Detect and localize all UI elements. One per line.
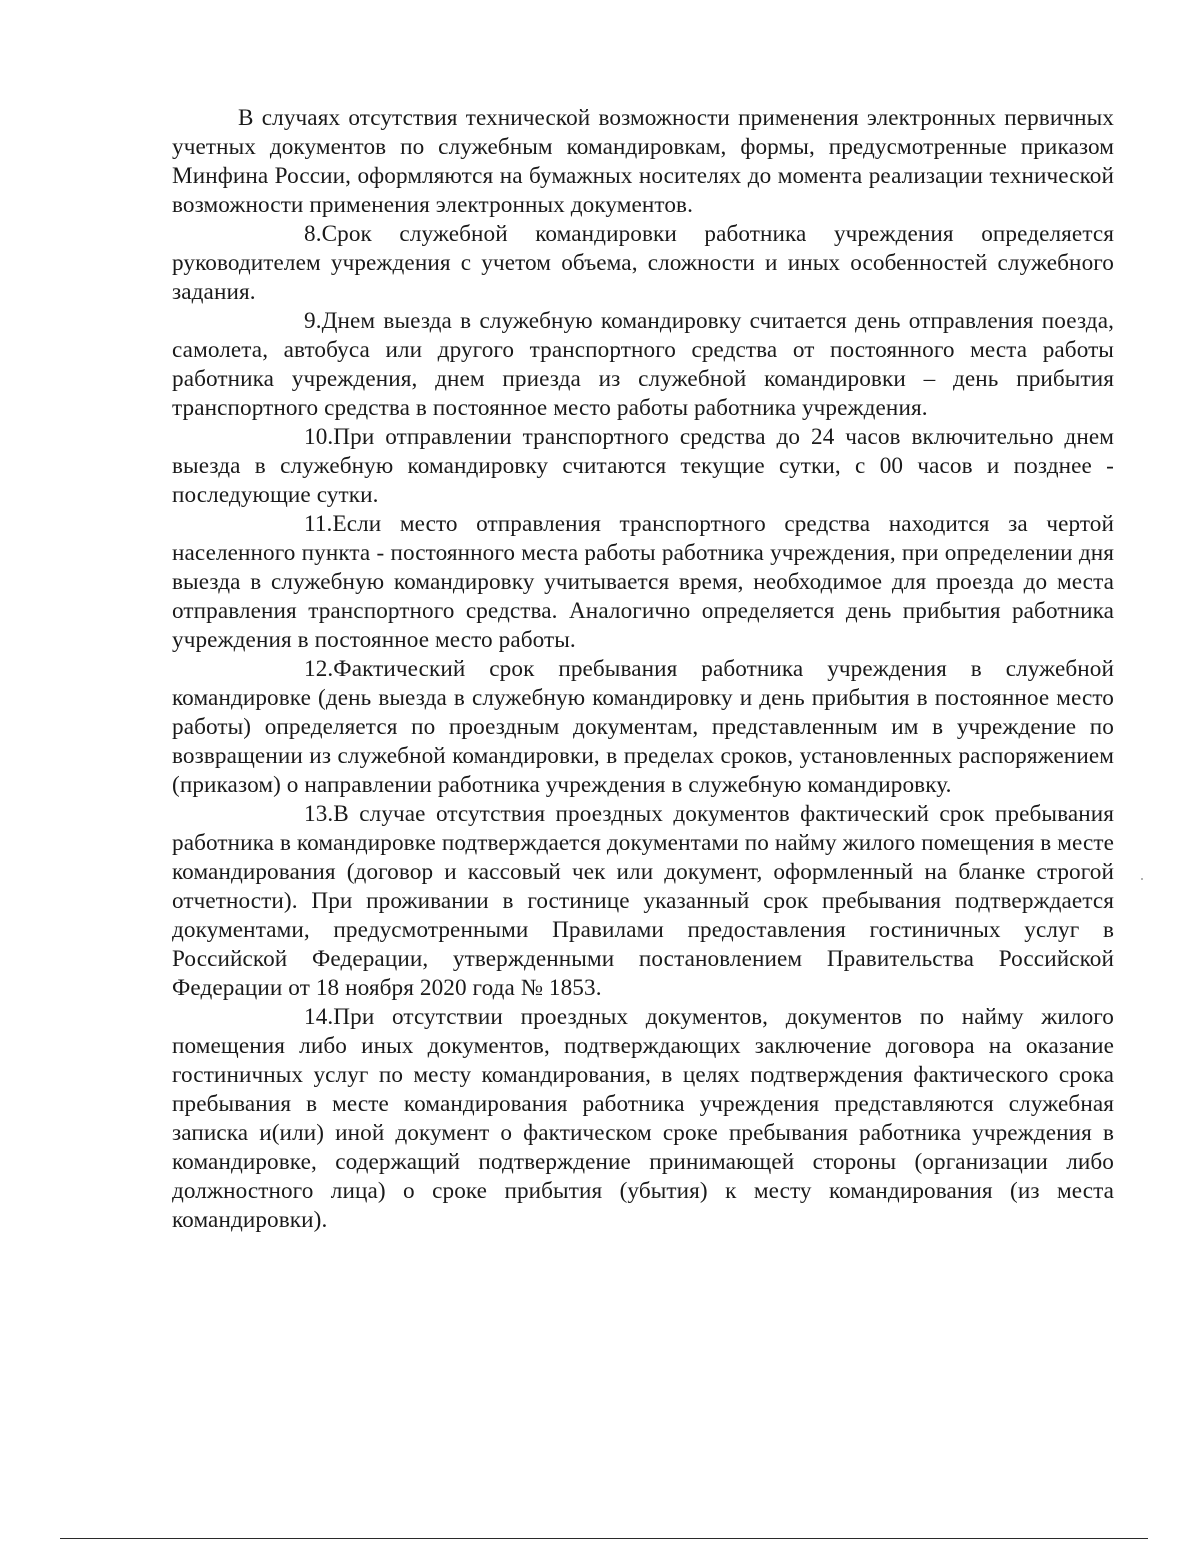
paragraph-number: 11. bbox=[304, 511, 333, 537]
paragraph-number: 12. bbox=[304, 656, 334, 682]
scan-speck bbox=[1141, 878, 1143, 880]
paragraph-text: При отсутствии проездных документов, документов по найму жилого помещения либо иных документов, подтверждающих заключение договора на оказание гостиничных услуг по месту командирования, в целях подтверждения фактического срока пребывания в месте командирования работника учреждения представляются служебная записка и(или) иной документ о фактическом сроке пребывания работника учреждения в командировке, содержащий подтверждение принимающей стороны (организации либо должностного лица) о сроке прибытия (убытия) к месту командирования (из места командировки). bbox=[172, 1004, 1114, 1233]
paragraph-8 bbox=[172, 220, 1114, 307]
paragraph-text: Срок служебной командировки работника учреждения определяется руководителем учреждения с учетом объема, сложности и иных особенностей служебного задания. bbox=[172, 221, 1114, 305]
paragraph-text: В случае отсутствия проездных документов фактический срок пребывания работника в командировке подтверждается документами по найму жилого помещения в месте командирования (договор и кассовый чек или документ, оформленный на бланке строгой отчетности). При проживании в гостинице указанный срок пребывания подтверждается документами, предусмотренными Правилами предоставления гостиничных услуг в Российской Федерации, утвержденными постановлением Правительства Российской Федерации от 18 ноября 2020 года № 1853. bbox=[172, 801, 1114, 1001]
paragraph-text: Днем выезда в служебную командировку считается день отправления поезда, самолета, автобуса или другого транспортного средства от постоянного места работы работника учреждения, днем приезда из служебной командировки – день прибытия транспортного средства в постоянное место работы работника учреждения. bbox=[172, 308, 1114, 421]
paragraph-continuation bbox=[172, 104, 1114, 220]
paragraph-14 bbox=[172, 1003, 1114, 1235]
paragraph-12 bbox=[172, 655, 1114, 800]
paragraph-number: 10. bbox=[304, 424, 334, 450]
footer-rule bbox=[60, 1538, 1148, 1539]
paragraph-text: При отправлении транспортного средства до 24 часов включительно днем выезда в служебную командировку считаются текущие сутки, с 00 часов и позднее - последующие сутки. bbox=[172, 424, 1114, 508]
paragraph-number: 13. bbox=[304, 801, 334, 827]
paragraph-10 bbox=[172, 423, 1114, 510]
paragraph-text: В случаях отсутствия технической возможности применения электронных первичных учетных документов по служебным командировкам, формы, предусмотренные приказом Минфина России, оформляются на бумажных носителях до момента реализации технической возможности применения электронных документов. bbox=[172, 105, 1114, 218]
paragraph-number: 8. bbox=[304, 221, 322, 247]
paragraph-13 bbox=[172, 800, 1114, 1003]
paragraph-number: 14. bbox=[304, 1004, 334, 1030]
paragraph-text: Фактический срок пребывания работника учреждения в служебной командировке (день выезда в служебную командировку и день прибытия в постоянное место работы) определяется по проездным документам, представленным им в учреждение по возвращении из служебной командировки, в пределах сроков, установленных распоряжением (приказом) о направлении работника учреждения в служебную командировку. bbox=[172, 656, 1114, 798]
paragraph-number: 9. bbox=[304, 308, 322, 334]
document-body bbox=[172, 104, 1114, 1235]
paragraph-text: Если место отправления транспортного средства находится за чертой населенного пункта - постоянного места работы работника учреждения, при определении дня выезда в служебную командировку учитывается время, необходимое для проезда до места отправления транспортного средства. Аналогично определяется день прибытия работника учреждения в постоянное место работы. bbox=[172, 511, 1114, 653]
paragraph-11 bbox=[172, 510, 1114, 655]
paragraph-9 bbox=[172, 307, 1114, 423]
